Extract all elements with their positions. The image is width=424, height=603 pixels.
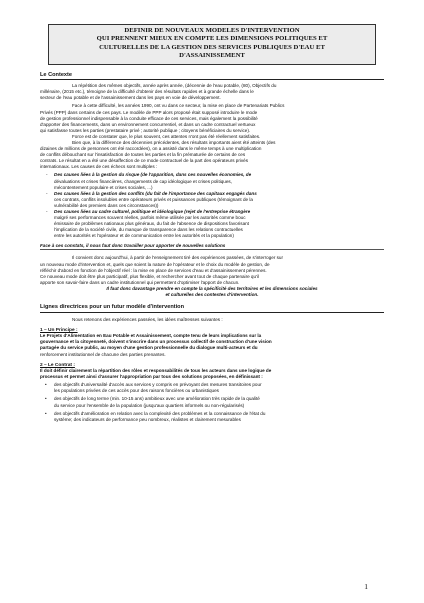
text-line: ces contrats, conflits insolubles entre opérateurs privés et puissances publiques (témoignant de la (54, 196, 253, 202)
list-item (40, 396, 384, 408)
principle-paragraph (40, 333, 384, 357)
text-line: malgré ses performances souvent réelles, parfois même utilisée par les autorités comme bouc (54, 215, 246, 221)
text-line: • des objectifs de long terme (min. 10-15 ans) ambitieux avec une amélioration très rapide de la qualité (54, 396, 260, 402)
title-line: D'ASSAINISSEMENT (179, 52, 245, 60)
text-line: partagée du service public, au moyen d'une gestion professionnelle du dialogue multi-acteurs et du (40, 345, 258, 351)
text-line: émissaire de problèmes nationaux plus généraux, du fait de l'absence de dispositions favorisant (54, 221, 249, 227)
text-line: Privés (PPP) dans certains de ces pays. Le modèle de PPP alors proposé était supposé introduire le mode (40, 109, 258, 115)
causes-list (40, 172, 384, 239)
text-line: Il doit définir clairement la répartition des rôles et responsabilités de tous les acteurs dans une logique de (40, 368, 272, 374)
title-line: CULTURELLES DE LA GESTION DES SERVICES PUBLIQUES D'EAU ET (99, 43, 325, 51)
text-line: • des objectifs d'amélioration en relation avec la complexité des problèmes et la connaissance de l'état du (54, 410, 266, 416)
new-mode-paragraph (40, 255, 384, 285)
principle-heading: 1 – Un Principe : (40, 327, 78, 333)
guidelines-intro (40, 317, 384, 323)
text-line: • des objectifs d'universalité d'accès aux services y compris en prévoyant des mesures transitoires pour (54, 382, 262, 388)
text-line: d'apporter des financements, dans un environnement concurrentiel, et dans un cadre contractuel vertueux (40, 121, 256, 127)
text-line: processus et permet ainsi d'assurer l'appropriation par tous des solutions proposées, en définissant : (40, 374, 263, 380)
emphasis-paragraph (40, 286, 384, 298)
text-line: gouvernance et la citoyenneté, doivent s'inscrire dans un processus collectif de construction d'une vision (40, 339, 272, 345)
list-item (40, 209, 384, 239)
context-heading: Le Contexte (40, 72, 384, 81)
contract-paragraph (40, 368, 384, 380)
text-line: Face à cette difficulté, les années 1990, ont vu dans ce secteur, la mise en place de Partenariats Publics (72, 103, 285, 109)
text-line: de conflits débouchant sur l'insatisfaction de toutes les parties et la fin prématurée de certains de ces (40, 152, 246, 158)
text-line: réfléchir d'abord en fonction de l'objectif réel : la mise en place de services d'eau et d'assainissement pérennes. (40, 267, 267, 273)
text-line: millénaire, (2015 etc.), témoigne de la difficulté d'obtenir des résultats rapides et à grande échelle dans le (40, 88, 254, 94)
list-item (40, 382, 384, 394)
text-line: renforcement institutionnel de chacune des parties prenantes. (40, 351, 166, 357)
text-line: vulnérabilité des premiers dans ces circonstances)) (54, 202, 159, 208)
document-title (48, 24, 376, 65)
text-line: de gestion professionnel indispensable à la conduite efficace de ces services, mais également la possibilité (40, 115, 258, 121)
text-line: mécontentement populaire et crises sociales, ...) (54, 184, 153, 190)
text-line: Il faut donc davantage prendre en compte la spécificité des territoires et les dimensions sociales (106, 285, 318, 291)
text-line: internationaux. Les causes de ces échecs sont multiples : (40, 164, 158, 170)
text-line: Ce nouveau mode doit être plus participatif, plus flexible, et rechercher avant tout de chaque partenaire qu'il (40, 273, 259, 279)
text-line: qui satisfasse toutes les parties (prestataire privé ; autorité publique ; citoyens bénéficiaires du service). (40, 127, 251, 133)
text-line: système; des indicateurs de performance peu nombreux, réalistes et clairement mesurables (54, 416, 241, 422)
text-line: un nouveau mode d'intervention et, quels que soient la nature de l'opérateur et le choix du modèle de gestion, de (40, 261, 270, 267)
text-line: dizaines de millions de personnes ont été raccordées), on a assisté dans le même temps à une multiplication (40, 146, 262, 152)
text-line: contrats. Le résultat en a été une désaffection de ce mode contractuel de la part des opérateurs privés (40, 158, 249, 164)
text-line: - Des causes liées à la gestion du risque (de l'apparition, dans ces nouvelles économies, de (54, 172, 252, 178)
context-paragraph-1 (40, 83, 384, 101)
list-item (40, 411, 384, 423)
context-paragraph-4 (40, 140, 384, 170)
text-line: Il convient donc aujourd'hui, à partir de l'enseignement tiré des expériences passées, de s'interroger sur (72, 255, 284, 261)
text-line: Bien que, à la différence des décennies précédentes, des résultats importants aient été atteints (des (72, 139, 276, 145)
text-line: Le Projets d'Alimentation en Eau Potable et Assainissement, compte tenu de leurs implications sur la (40, 333, 262, 339)
text-line: l'implication de la société civile, du manque de transparence dans les relations contractuelles (54, 227, 243, 233)
title-line: DEFINIR DE NOUVEAUX MODELES D'INTERVENTION (124, 27, 300, 34)
text-line: entre les autorités et l'opérateur et de communication entre les autorités et la population) (54, 233, 234, 239)
text-line: et culturelles des contextes d'intervention. (165, 292, 259, 298)
text-line: secteur de l'eau potable et de l'assainissement dans les pays en voie de développement. (40, 94, 221, 100)
text-line: dévaluations et crises financières, changements de cap idéologique et crises politiques, (54, 178, 232, 184)
text-line: - Des causes liées au cadre culturel, politique et idéologique (rejet de l'entreprise étrangère (54, 209, 251, 214)
text-line: Nous retenons des expériences passées, les idées maîtresses suivantes : (72, 316, 223, 322)
list-item (40, 191, 384, 209)
text-line: - Des causes liées à la gestion des conflits (du fait de l'importance des capitaux engagés dans (54, 190, 257, 196)
face-constats-line: Face à ces constats, il nous faut donc travailler pour apporter de nouvelles solutions (40, 243, 384, 250)
text-line: apporte son savoir-faire dans un cadre institutionnel qui permettent d'optimiser l'apport de chacun. (40, 279, 240, 285)
text-line: Force est de constater que, le plus souvent, ces attentes n'ont pas été réellement satisfaites. (72, 133, 261, 139)
text-line: les populations privées de ces accès pour des raisons foncières ou urbanistiques (54, 388, 219, 394)
list-item (40, 172, 384, 190)
contract-items-list (40, 382, 384, 423)
page-number: 1 (364, 582, 368, 591)
context-paragraph-2 (40, 103, 384, 133)
guidelines-heading: Lignes directrices pour un futur modèle d'intervention (40, 304, 384, 313)
contract-heading: 2 – Le Contrat : (40, 362, 75, 368)
text-line: La répétition des mêmes objectifs, année après année, (décennie de l'eau potable, (80), Objectifs du (72, 82, 277, 88)
title-line: QUI PRENNENT MIEUX EN COMPTE LES DIMENSIONS POLITIQUES ET (96, 35, 328, 43)
text-line: du service pour l'ensemble de la population (jusqu'aux quartiers informels ou non-régularisés) (54, 402, 245, 408)
